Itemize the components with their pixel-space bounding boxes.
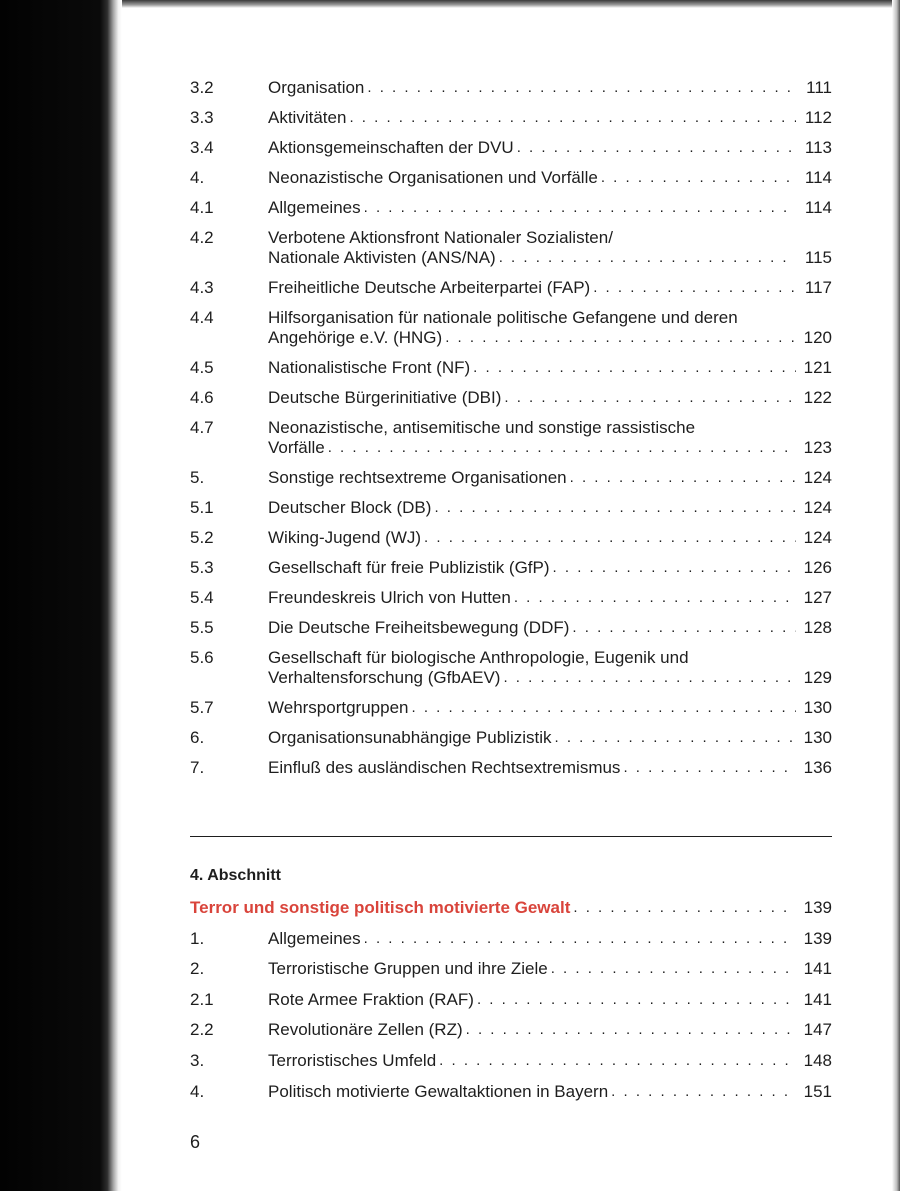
leader-dots: [573, 898, 796, 918]
toc-number: 3.4: [190, 138, 214, 157]
toc-page: 151: [803, 1081, 832, 1101]
toc-number: 4.1: [190, 198, 214, 217]
toc-page: 114: [804, 198, 832, 217]
toc-number: 2.2: [190, 1020, 214, 1040]
toc-number: 5.5: [190, 618, 214, 637]
toc-title: Wiking-Jugend (WJ): [268, 528, 422, 547]
toc-entry: [190, 308, 832, 348]
toc-title: Revolutionäre Zellen (RZ): [268, 1020, 463, 1040]
leader-dots: [445, 328, 796, 348]
toc-page: 128: [803, 618, 832, 637]
toc-page: 122: [803, 388, 832, 407]
toc-number: 7.: [190, 758, 205, 777]
leader-dots: [551, 959, 796, 979]
toc-page: 129: [803, 668, 832, 687]
section-heading: 4. Abschnitt: [190, 867, 281, 884]
toc-page: 141: [803, 959, 832, 979]
leader-dots: [473, 358, 796, 378]
toc-page: 139: [803, 928, 832, 948]
toc-page: 123: [803, 438, 832, 457]
toc-page: 114: [804, 168, 832, 187]
toc-title: Angehörige e.V. (HNG): [268, 328, 443, 347]
toc-number: 4.: [190, 168, 205, 187]
toc-title: Wehrsportgruppen: [268, 698, 409, 717]
toc-entry: [190, 358, 832, 378]
leader-dots: [570, 468, 796, 488]
toc-title: Terroristisches Umfeld: [268, 1050, 437, 1070]
toc-title: Organisationsunabhängige Publizistik: [268, 728, 552, 747]
toc-number: 5.4: [190, 588, 214, 607]
toc-page: 120: [803, 328, 832, 347]
toc-title: Verhaltensforschung (GfbAEV): [268, 668, 501, 687]
toc-number: 3.3: [190, 108, 214, 127]
toc-title: Die Deutsche Freiheitsbewegung (DDF): [268, 618, 570, 637]
leader-dots: [623, 758, 796, 778]
toc-entry: [190, 498, 832, 518]
toc-number: 4.2: [190, 228, 214, 247]
section-title-entry: [190, 898, 832, 918]
toc-entry: [190, 959, 832, 979]
toc-title: Deutsche Bürgerinitiative (DBI): [268, 388, 502, 407]
toc-entry: [190, 1082, 832, 1102]
toc-page: 112: [804, 108, 832, 127]
section-divider: [190, 836, 832, 837]
toc-page: 121: [803, 358, 832, 377]
scan-top-edge: [0, 0, 900, 8]
leader-dots: [503, 668, 796, 688]
leader-dots: [611, 1082, 796, 1102]
section-title: Terror und sonstige politisch motivierte Gewalt: [190, 898, 571, 917]
toc-number: 4.7: [190, 418, 214, 437]
toc-entry: [190, 198, 832, 218]
toc-entry: [190, 1051, 832, 1071]
page-edge-shadow: [892, 0, 900, 1191]
toc-page: 124: [803, 528, 832, 547]
toc-number: 4.: [190, 1081, 205, 1101]
leader-dots: [504, 388, 796, 408]
leader-dots: [517, 138, 796, 158]
leader-dots: [477, 990, 796, 1010]
toc-title: Allgemeines: [268, 198, 361, 217]
toc-title: Allgemeines: [268, 928, 361, 948]
toc-number: 2.: [190, 959, 205, 979]
leader-dots: [601, 168, 796, 188]
toc-title: Politisch motivierte Gewaltaktionen in Bayern: [268, 1081, 609, 1101]
toc-number: 4.6: [190, 388, 214, 407]
leader-dots: [514, 588, 796, 608]
toc-title: Deutscher Block (DB): [268, 498, 432, 517]
toc-page: 141: [803, 989, 832, 1009]
leader-dots: [349, 108, 796, 128]
toc-number: 6.: [190, 728, 205, 747]
leader-dots: [367, 78, 796, 98]
toc-entry: [190, 588, 832, 608]
toc-entry: [190, 138, 832, 158]
toc-entry: [190, 228, 832, 268]
toc-page: 148: [803, 1050, 832, 1070]
toc-number: 5.2: [190, 528, 214, 547]
page-number: 6: [190, 1132, 201, 1152]
toc-title-line1: Gesellschaft für biologische Anthropologie, Eugenik und: [268, 648, 689, 667]
toc-number: 5.: [190, 468, 205, 487]
toc-entry: [190, 558, 832, 578]
leader-dots: [593, 278, 796, 298]
toc-number: 4.5: [190, 358, 214, 377]
toc-title-line1: Neonazistische, antisemitische und sonstige rassistische: [268, 418, 696, 437]
toc-entry: [190, 758, 832, 778]
toc-number: 3.: [190, 1050, 205, 1070]
toc-page: 126: [803, 558, 832, 577]
toc-entry: [190, 468, 832, 488]
toc-title: Terroristische Gruppen und ihre Ziele: [268, 959, 548, 979]
leader-dots: [364, 929, 796, 949]
toc-title-line1: Hilfsorganisation für nationale politische Gefangene und deren: [268, 308, 738, 327]
toc-entry: [190, 108, 832, 128]
toc-number: 1.: [190, 928, 205, 948]
leader-dots: [424, 528, 796, 548]
toc-page: 127: [803, 588, 832, 607]
toc-entry: [190, 728, 832, 748]
toc-entry: [190, 929, 832, 949]
toc-number: 4.3: [190, 278, 214, 297]
toc-number: 5.1: [190, 498, 214, 517]
leader-dots: [572, 618, 796, 638]
toc-entry: [190, 388, 832, 408]
toc-entry: [190, 78, 832, 98]
toc-title: Einfluß des ausländischen Rechtsextremismus: [268, 758, 621, 777]
toc-page: 117: [804, 278, 832, 297]
toc-page: 124: [803, 468, 832, 487]
leader-dots: [328, 438, 796, 458]
toc-entry: [190, 618, 832, 638]
toc-number: 5.6: [190, 648, 214, 667]
toc-title: Freundeskreis Ulrich von Hutten: [268, 588, 511, 607]
toc-title: Neonazistische Organisationen und Vorfälle: [268, 168, 598, 187]
toc-page: 111: [806, 78, 832, 97]
toc-page: 124: [803, 498, 832, 517]
toc-page: 130: [803, 728, 832, 747]
leader-dots: [553, 558, 796, 578]
toc-page: 136: [803, 758, 832, 777]
toc-title: Nationale Aktivisten (ANS/NA): [268, 248, 496, 267]
leader-dots: [364, 198, 796, 218]
toc-title: Organisation: [268, 78, 365, 97]
toc-title: Rote Armee Fraktion (RAF): [268, 989, 474, 1009]
toc-page: 115: [804, 248, 832, 267]
toc-entry: [190, 648, 832, 688]
toc-page: 113: [804, 138, 832, 157]
toc-entry: [190, 168, 832, 188]
leader-dots: [412, 698, 797, 718]
toc-number: 2.1: [190, 989, 214, 1009]
toc-title: Aktivitäten: [268, 108, 347, 127]
toc-page: 130: [803, 698, 832, 717]
toc-page: 139: [803, 898, 832, 917]
toc-entry: [190, 1020, 832, 1040]
toc-title: Aktionsgemeinschaften der DVU: [268, 138, 514, 157]
toc-entry: [190, 278, 832, 298]
toc-title: Vorfälle: [268, 438, 325, 457]
leader-dots: [439, 1051, 796, 1071]
section-toc: [190, 898, 832, 1112]
leader-dots: [466, 1020, 796, 1040]
book-binding-shadow: [0, 0, 122, 1191]
toc-number: 4.4: [190, 308, 214, 327]
leader-dots: [434, 498, 796, 518]
toc-number: 5.3: [190, 558, 214, 577]
leader-dots: [499, 248, 796, 268]
toc-title-line1: Verbotene Aktionsfront Nationaler Sozialisten/: [268, 228, 613, 247]
toc-title: Gesellschaft für freie Publizistik (GfP): [268, 558, 550, 577]
toc-title: Sonstige rechtsextreme Organisationen: [268, 468, 567, 487]
table-of-contents: [190, 78, 832, 788]
toc-entry: [190, 990, 832, 1010]
toc-entry: [190, 698, 832, 718]
leader-dots: [555, 728, 796, 748]
toc-entry: [190, 528, 832, 548]
toc-title: Freiheitliche Deutsche Arbeiterpartei (FAP): [268, 278, 591, 297]
toc-number: 5.7: [190, 698, 214, 717]
toc-entry: [190, 418, 832, 458]
toc-title: Nationalistische Front (NF): [268, 358, 471, 377]
toc-page: 147: [803, 1020, 832, 1040]
toc-number: 3.2: [190, 78, 214, 97]
